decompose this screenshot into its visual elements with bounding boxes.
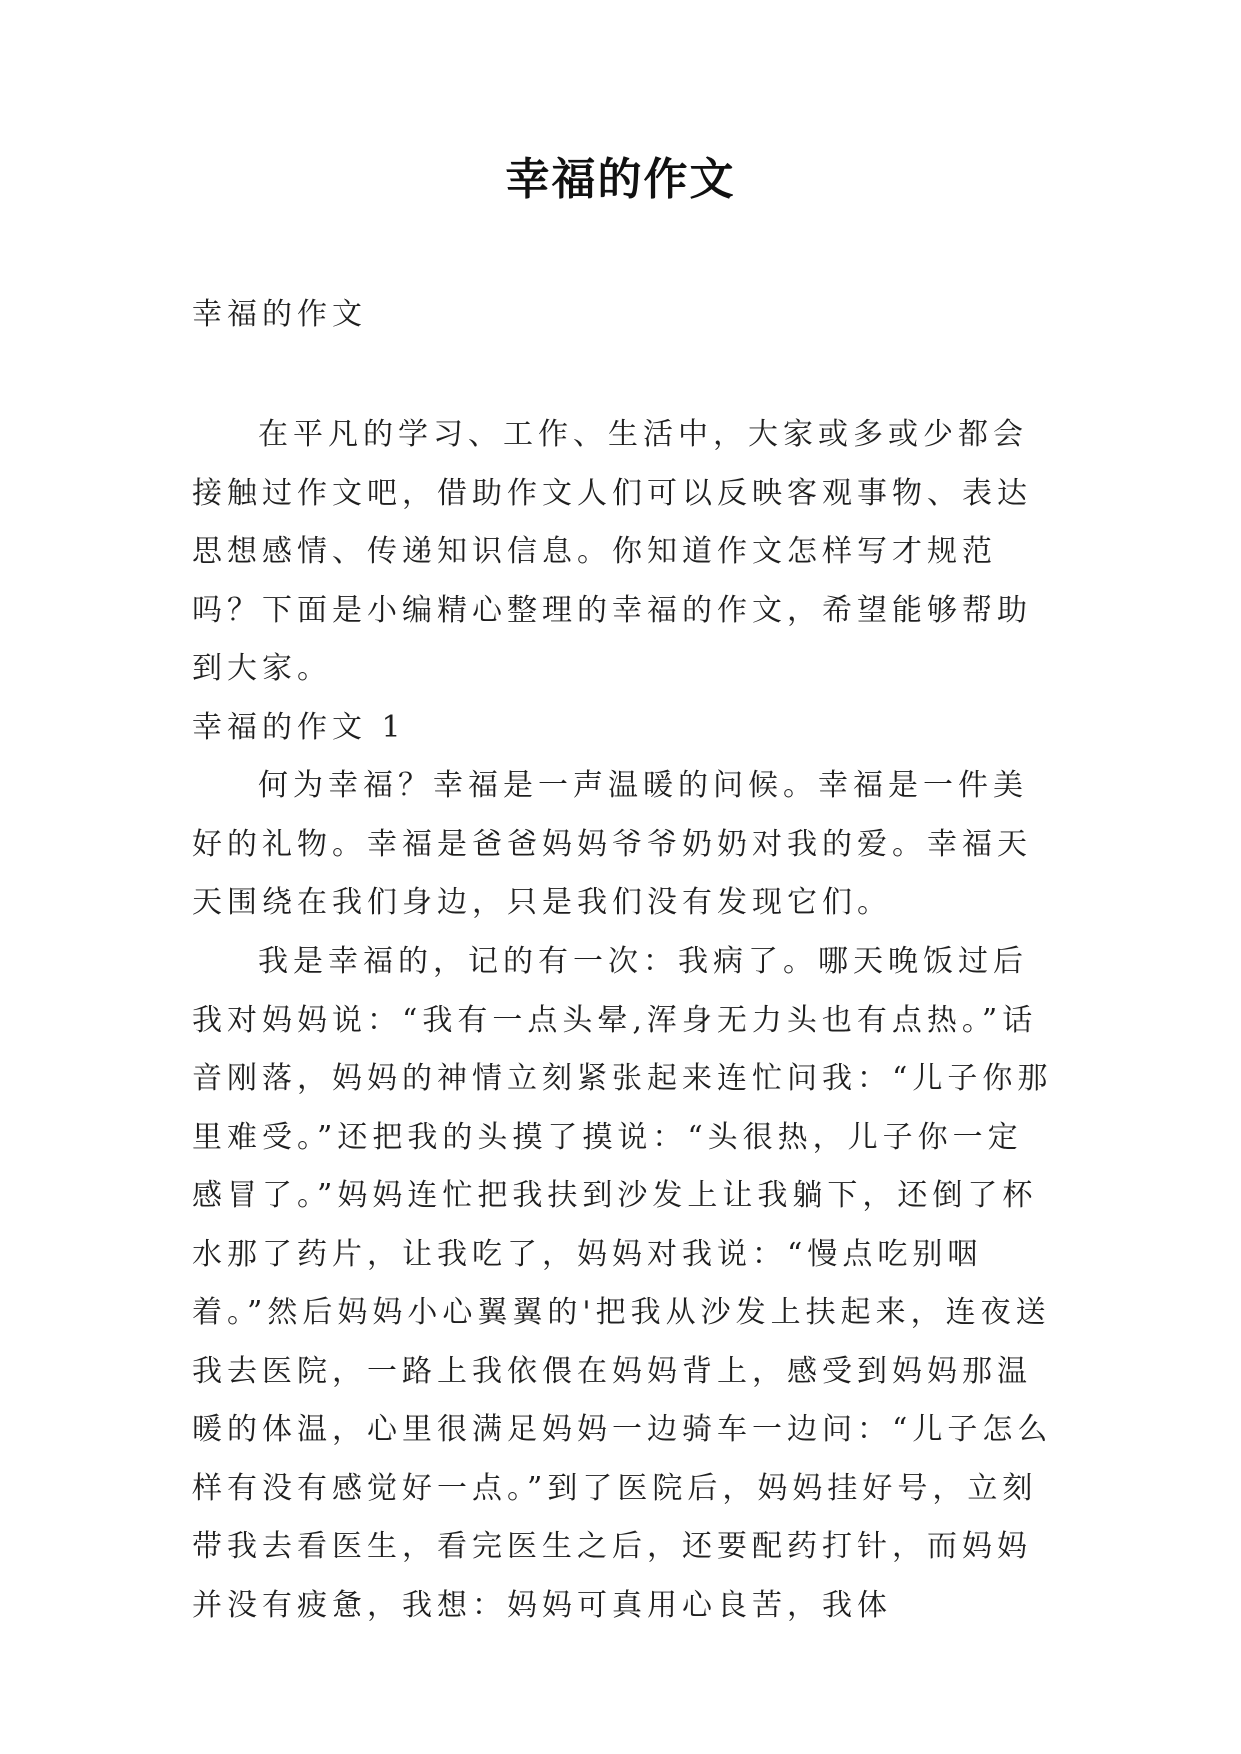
body-paragraph: 我是幸福的，记的有一次：我病了。哪天晚饭过后我对妈妈说：“我有一点头晕,浑身无力头也有点热。”话音刚落，妈妈的神情立刻紧张起来连忙问我：“儿子你那里难受。”还把我的头摸了摸说：“头很热，儿子你一定感冒了。”妈妈连忙把我扶到沙发上让我躺下，还倒了杯水那了药片，让我吃了，妈妈对我说：“慢点吃别咽着。”然后妈妈小心翼翼的'把我从沙发上扶起来，连夜送我去医院，一路上我依偎在妈妈背上，感受到妈妈那温暖的体温，心里很满足妈妈一边骑车一边问：“儿子怎么样有没有感觉好一点。”到了医院后，妈妈挂好号，立刻带我去看医生，看完医生之后，还要配药打针，而妈妈并没有疲惫，我想：妈妈可真用心良苦，我体: [192, 944, 1053, 1623]
document-title: 幸福的作文: [505, 154, 736, 205]
intro-paragraph: 在平凡的学习、工作、生活中，大家或多或少都会接触过作文吧，借助作文人们可以反映客观事物、表达思想感情、传递知识信息。你知道作文怎样写才规范吗？下面是小编精心整理的幸福的作文，希望能够帮助到大家。: [192, 417, 1032, 686]
document-subtitle: 幸福的作文: [192, 297, 367, 332]
body-paragraph: 何为幸福？幸福是一声温暖的问候。幸福是一件美好的礼物。幸福是爸爸妈妈爷爷奶奶对我的爱。幸福天天围绕在我们身边，只是我们没有发现它们。: [192, 768, 1032, 920]
section-heading: 幸福的作文 1: [192, 710, 406, 745]
